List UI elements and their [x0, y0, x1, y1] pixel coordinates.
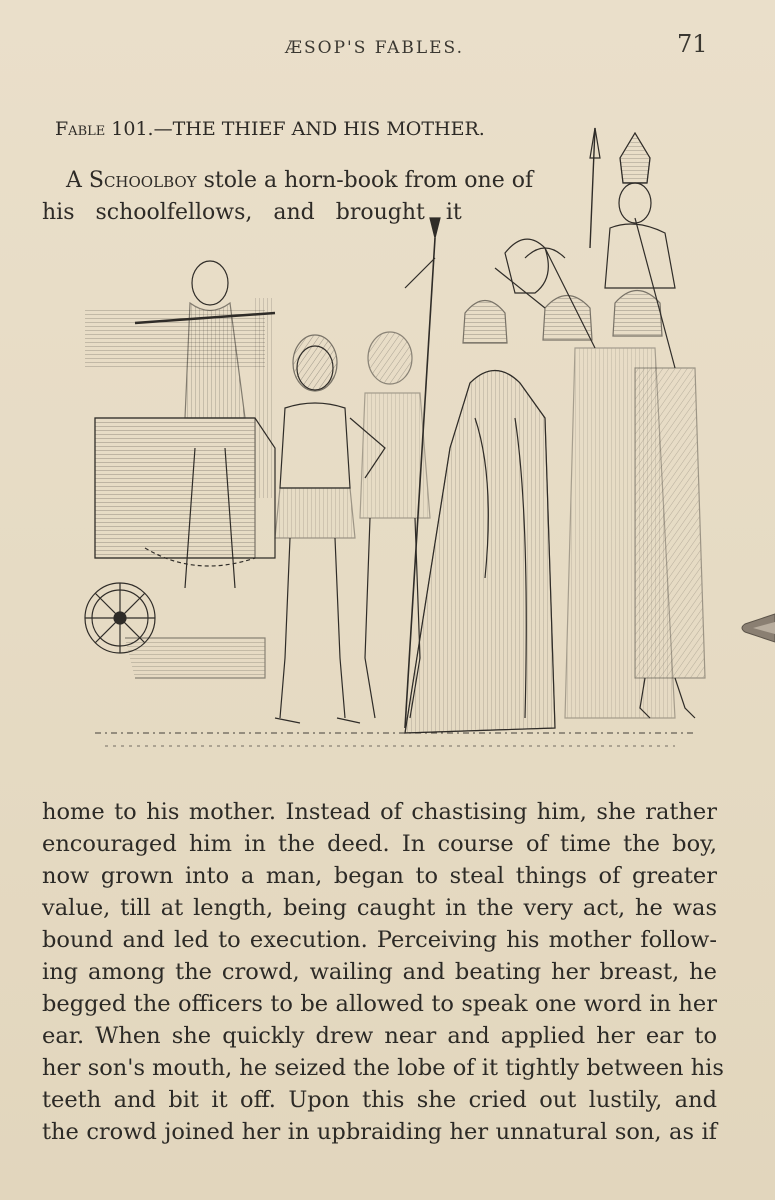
body-line: value, till at length, being caught in the very act, he was	[42, 895, 717, 921]
fable-number-and-title: 101.—THE THIEF AND HIS MOTHER.	[111, 118, 485, 140]
intro-line-2: his schoolfellows, and brought it	[42, 200, 462, 225]
fable-title	[55, 118, 485, 140]
body-line: begged the officers to be allowed to speak one word in her	[42, 991, 717, 1017]
body-line: the crowd joined her in upbraiding her unnatural son, as if	[42, 1119, 717, 1145]
body-text	[42, 796, 724, 1148]
body-line: encouraged him in the deed. In course of time the boy,	[42, 831, 717, 857]
body-line: ing among the crowd, wailing and beating her breast, he	[42, 959, 717, 985]
running-title: ÆSOP'S FABLES.	[285, 38, 464, 58]
body-line: bound and led to execution. Perceiving his mother follow-	[42, 927, 717, 953]
body-line: now grown into a man, began to steal things of greater	[42, 863, 717, 889]
body-line: home to his mother. Instead of chastising him, she rather	[42, 799, 717, 825]
body-line: teeth and bit it off. Upon this she cried out lustily, and	[42, 1087, 717, 1113]
body-line: ear. When she quickly drew near and applied her ear to	[42, 1023, 717, 1049]
intro-line-1	[66, 168, 533, 193]
body-line: her son's mouth, he seized the lobe of it tightly between his	[42, 1055, 724, 1081]
running-head	[0, 30, 775, 66]
intro-line-1-rest: stole a horn-book from one of	[196, 168, 534, 193]
page-number: 71	[677, 30, 708, 58]
page-clip-icon	[739, 608, 775, 648]
intro-lead-words: A Schoolboy	[66, 168, 197, 193]
fable-label: Fable	[55, 118, 106, 140]
